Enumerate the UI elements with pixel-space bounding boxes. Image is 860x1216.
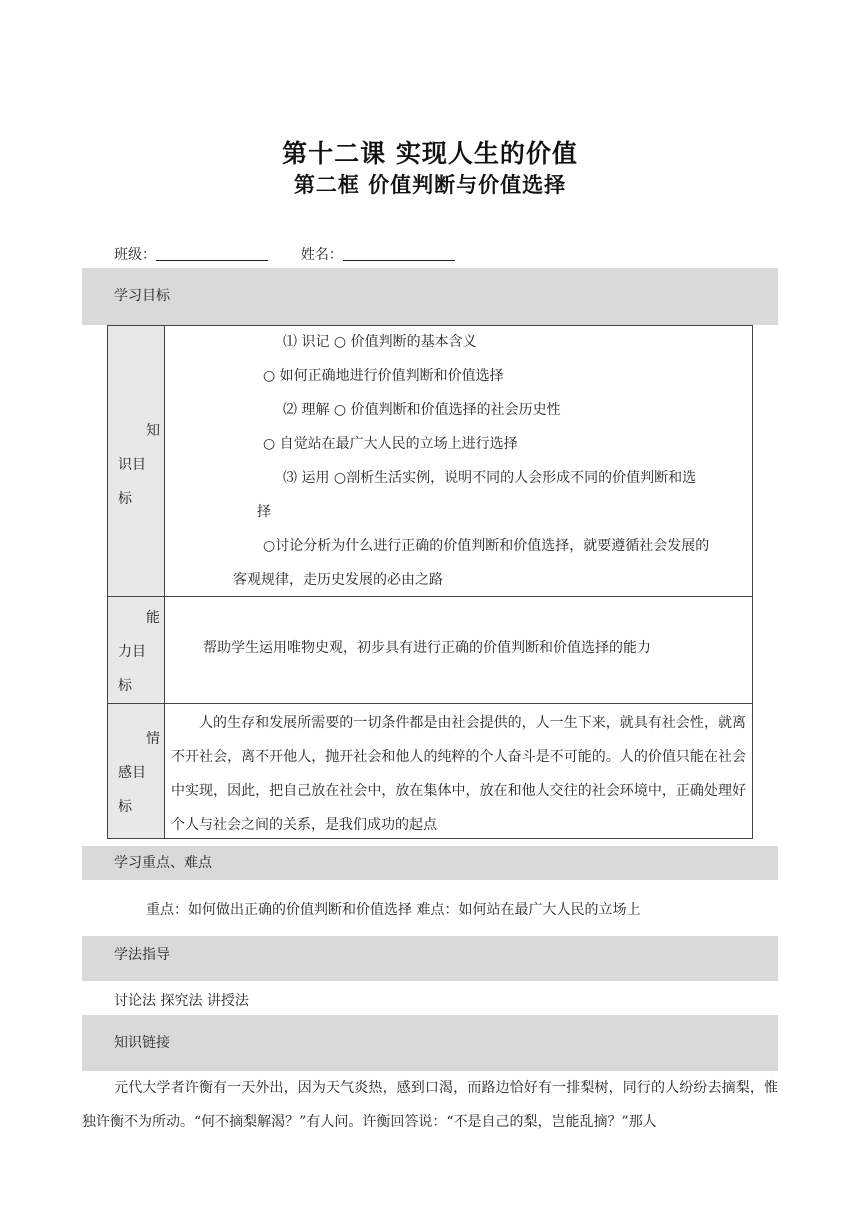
knowledge-label-2: 识目 — [118, 457, 146, 473]
knowledge-label-3: 标 — [118, 491, 132, 507]
name-label: 姓名： — [300, 247, 343, 263]
knowledge-line: 客观规律，走历史发展的必由之路 — [233, 572, 443, 588]
section-goals-header: 学习目标 — [82, 268, 778, 325]
methods-text: 讨论法 探究法 讲授法 — [114, 993, 249, 1009]
knowledge-line: 择 — [257, 504, 271, 520]
ability-label-2: 力目 — [118, 644, 146, 660]
emotion-text: 人的生存和发展所需要的一切条件都是由社会提供的，人一生下来，就具有社会性，就离不开社会，离不开他人，抛开社会和他人的纯粹的个人奋斗是不可能的。人的价值只能在社会中实现，因此，把自己放在社会中，放在集体中，放在和他人交往的社会环境中，正确处理好个人与社会之间的关系，是我们成功的起点 — [171, 715, 746, 833]
emotion-content-cell — [165, 704, 753, 839]
knowledge-line: ⑶ 运用 ○剖析生活实例，说明不同的人会形成不同的价值判断和选 — [283, 470, 697, 486]
knowledge-row — [108, 326, 753, 597]
ability-content-cell — [165, 597, 753, 704]
knowledge-content-cell — [165, 326, 753, 597]
knowledge-line: ⑵ 理解 ○ 价值判断和价值选择的社会历史性 — [283, 402, 561, 418]
knowledge-label-cell — [108, 326, 165, 597]
emotion-label-2: 感目 — [118, 765, 146, 781]
emotion-label-cell — [108, 704, 165, 839]
knowledge-label-1: 知 — [146, 423, 160, 439]
emotion-label-3: 标 — [118, 799, 132, 815]
name-blank — [343, 246, 455, 261]
class-blank — [156, 246, 268, 261]
ability-text: 帮助学生运用唯物史观，初步具有进行正确的价值判断和价值选择的能力 — [203, 640, 651, 656]
emotion-row — [108, 704, 753, 839]
knowledge-line: ⑴ 识记 ○ 价值判断的基本含义 — [283, 334, 477, 350]
section-methods-header: 学法指导 — [82, 936, 778, 981]
knowledge-line: ○ 如何正确地进行价值判断和价值选择 — [263, 368, 504, 384]
knowledge-line: ○ 自觉站在最广大人民的立场上进行选择 — [263, 436, 518, 452]
ability-label-cell — [108, 597, 165, 704]
knowledge-link-paragraph — [82, 1071, 778, 1139]
ability-label-1: 能 — [146, 610, 160, 626]
knowledge-line: ○讨论分析为什么进行正确的价值判断和价值选择，就要遵循社会发展的 — [263, 538, 710, 554]
section-key-points-header: 学习重点、难点 — [82, 846, 778, 880]
key-points-text: 重点：如何做出正确的价值判断和价值选择 难点：如何站在最广大人民的立场上 — [146, 902, 641, 918]
class-label: 班级： — [114, 247, 156, 263]
student-info-line — [114, 244, 455, 264]
section-knowledge-link-header: 知识链接 — [82, 1015, 778, 1071]
emotion-label-1: 情 — [146, 731, 160, 747]
lesson-title: 第十二课 实现人生的价值 — [282, 139, 578, 168]
ability-label-3: 标 — [118, 678, 132, 694]
section-title: 第二框 价值判断与价值选择 — [293, 173, 567, 197]
knowledge-link-text: 元代大学者许衡有一天外出，因为天气炎热，感到口渴，而路边恰好有一排梨树，同行的人纷纷去摘梨，惟独许衡不为所动。“何不摘梨解渴？”有人问。许衡回答说：“不是自己的梨，岂能乱摘？”那人 — [82, 1080, 778, 1130]
goals-table — [107, 325, 753, 839]
ability-row — [108, 597, 753, 704]
